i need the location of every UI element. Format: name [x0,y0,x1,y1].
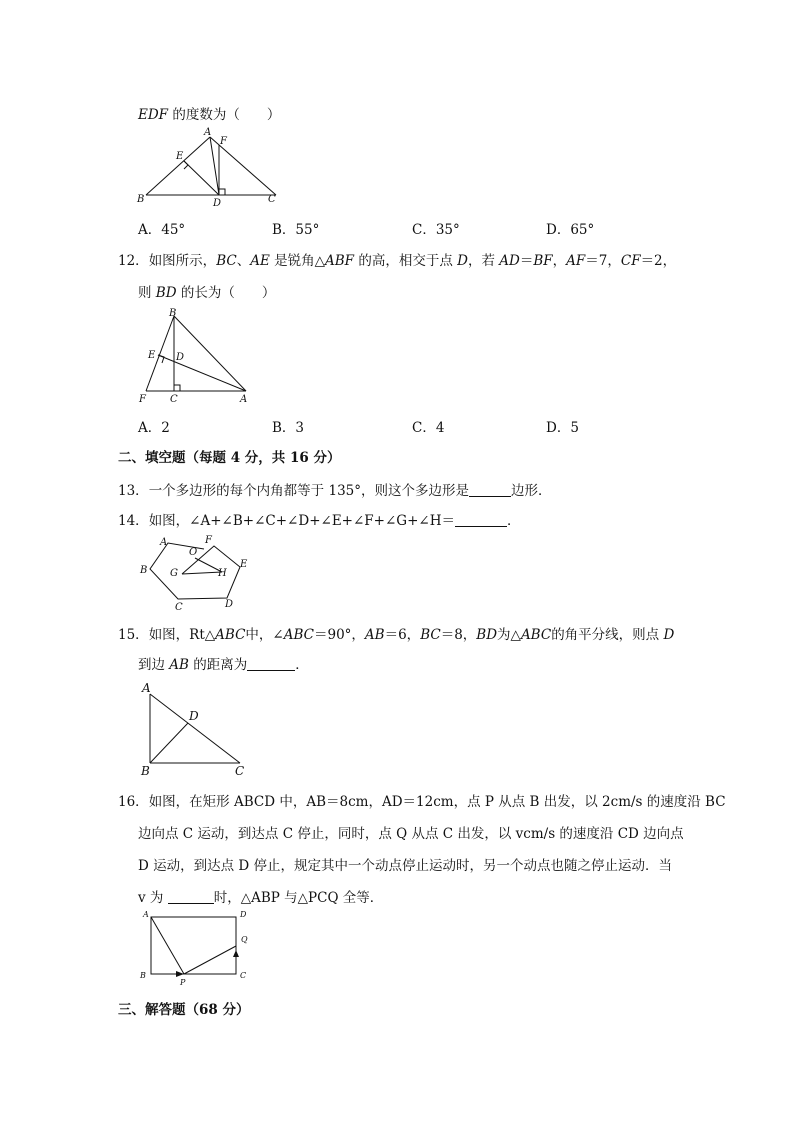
q12-option-a: A．2 [138,420,170,436]
q14-stem: 14．如图，∠A+∠B+∠C+∠D+∠E+∠F+∠G+∠H＝ ． [118,513,521,529]
q16-stem-line3: D 运动，到达点 D 停止，规定其中一个动点停止运动时，另一个动点也随之停止运动．当 [138,858,673,874]
q14-label-g: G [170,568,178,579]
q15-label-b: B [141,764,150,778]
q14-label-d: D [225,599,234,610]
q16-arrow-q [233,950,239,957]
q14-label-a: A [160,537,168,548]
q13-stem: 13．一个多边形的每个内角都等于 135°，则这个多边形是 边形． [118,483,552,499]
section3-title: 三、解答题（68 分） [118,1002,250,1018]
q12-label-c: C [170,394,178,405]
q11-option-a: A．45° [138,222,186,238]
q11-option-d: D．65° [546,222,595,238]
q12-label-f: F [139,394,146,405]
q12-stem-line1: 12．如图所示，BC、AE 是锐角△ABF 的高，相交于点 D，若 AD＝BF，AF＝7，CF＝2， [118,253,677,269]
q16-stem-line2: 边向点 C 运动，到达点 C 停止，同时，点 Q 从点 C 出发，以 vcm/s 的速度沿 CD 边向点 [138,826,684,842]
q16-stem-line4: v 为 时，△ABP 与△PCQ 全等． [138,890,384,906]
q12-option-d: D．5 [546,420,579,436]
section2-title: 二、填空题（每题 4 分，共 16 分） [118,450,341,466]
q11-label-c: C [268,194,276,205]
q11-option-b: B．55° [272,222,320,238]
q12-label-e: E [148,350,156,361]
q16-label-b: B [140,971,146,980]
q14-label-h: H [218,568,227,579]
q11-label-f: F [220,136,227,147]
q15-label-c: C [235,764,245,778]
q15-stem-line2: 到边 AB 的距离为 ． [138,657,309,673]
q12-label-d: D [176,352,185,363]
q14-label-e: E [240,559,248,570]
q14-label-b: B [140,565,148,576]
q16-label-c: C [240,971,247,980]
q15-label-a: A [142,681,151,695]
q16-stem-line1: 16．如图，在矩形 ABCD 中，AB＝8cm，AD＝12cm，点 P 从点 B 出发，以 2cm/s 的速度沿 BC [118,794,726,810]
q11-angle-name: EDF [138,107,169,123]
q12-label-a: A [240,394,248,405]
q11-stem-continuation: EDF 的度数为（ ） [138,107,281,123]
q15-stem-line1: 15．如图，Rt△ABC中，∠ABC＝90°，AB＝6，BC＝8，BD为△ABC的角平分线，则点 D [118,627,675,643]
q14-label-o: O [189,547,198,558]
q16-label-a: A [143,910,149,919]
q16-label-q: Q [241,935,248,944]
q14-label-f: F [205,535,212,546]
q11-label-d: D [213,198,222,209]
q11-label-b: B [137,194,145,205]
q11-label-e: E [176,151,184,162]
q14-label-c: C [175,602,183,613]
q16-label-p: P [180,978,186,987]
q12-option-c: C．4 [412,420,445,436]
q11-label-a: A [204,127,212,138]
q12-stem-line2: 则 BD 的长为（ ） [138,285,276,301]
q11-option-c: C．35° [412,222,460,238]
q16-label-d: D [240,910,247,919]
q12-option-b: B．3 [272,420,305,436]
q15-label-d: D [189,709,199,723]
q12-label-b: B [169,308,177,319]
